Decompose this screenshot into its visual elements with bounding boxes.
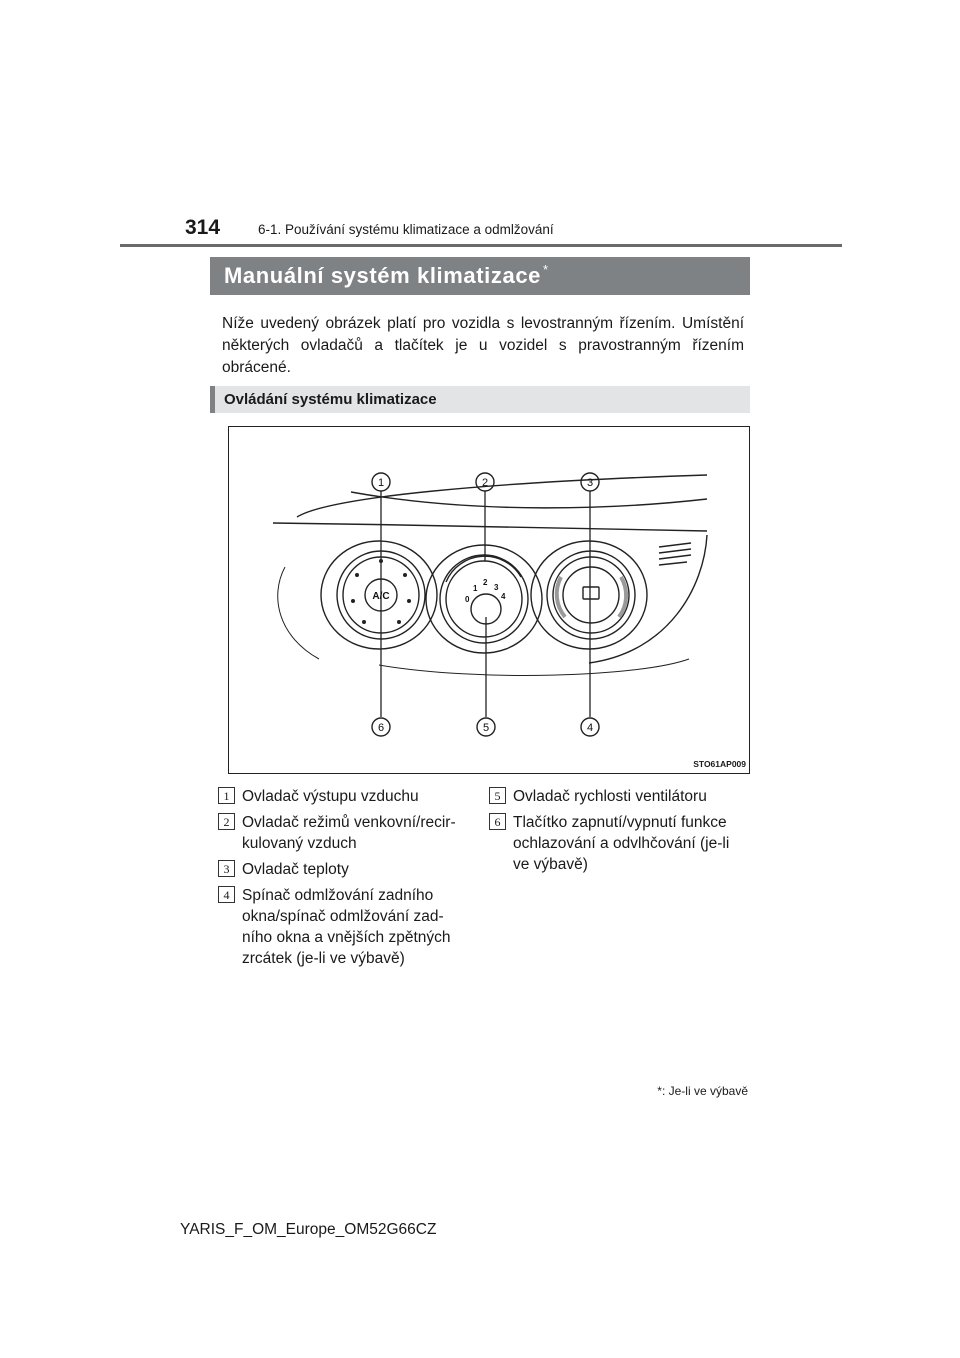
section-title-bar (210, 257, 750, 295)
footnote-text: : Je-li ve výbavě (661, 1084, 748, 1098)
legend-column-left (218, 786, 468, 974)
legend-number: 3 (218, 860, 235, 877)
legend-text: Spínač odmlžování zadního okna/spínač odmlžování zad-ního okna a vnějších zpětných zrcátek (je-li ve výbavě) (242, 887, 451, 967)
page-number: 314 (185, 216, 221, 239)
figure-callout-5: 5 (482, 722, 490, 734)
footnote-mark: * (657, 1084, 662, 1098)
legend-number: 5 (489, 787, 506, 804)
intro-paragraph: Níže uvedený obrázek platí pro vozidla s levostranným řízením. Umístění některých ovladačů a tlačítek je u vozidel s pravostranným řízením obrácené. (222, 315, 744, 376)
section-title: Manuální systém klimatizace (224, 263, 541, 288)
legend-item (218, 786, 468, 807)
legend-item (489, 812, 749, 875)
ac-label: A/C (372, 591, 390, 602)
fan-step-2: 2 (483, 578, 488, 587)
legend-column-right (489, 786, 749, 880)
legend-text: Ovladač výstupu vzduchu (242, 788, 419, 805)
legend-item (218, 859, 468, 880)
legend-number: 1 (218, 787, 235, 804)
figure-callout-6: 6 (377, 722, 385, 734)
subsection-title: Ovládání systému klimatizace (210, 386, 750, 413)
figure-callout-3: 3 (586, 477, 594, 489)
fan-step-4: 4 (501, 592, 506, 601)
figure-code: STO61AP009 (693, 759, 746, 769)
fan-step-1: 1 (473, 584, 478, 593)
figure-callout-4: 4 (586, 722, 594, 734)
legend-item (218, 885, 468, 969)
legend-text: Ovladač rychlosti ventilátoru (513, 788, 707, 805)
legend-number: 2 (218, 813, 235, 830)
legend-item (489, 786, 749, 807)
legend-number: 4 (218, 886, 235, 903)
climate-control-figure (228, 426, 750, 774)
figure-callout-2: 2 (481, 477, 489, 489)
legend-text: Tlačítko zapnutí/vypnutí funkce ochlazování a odvlhčování (je-li ve výbavě) (513, 814, 730, 873)
optional-equipment-mark: * (543, 262, 549, 277)
legend-text: Ovladač teploty (242, 861, 349, 878)
fan-step-3: 3 (494, 583, 499, 592)
climate-panel-illustration (229, 427, 749, 773)
header-rule (120, 244, 842, 247)
footnote (657, 1084, 748, 1098)
legend-number: 6 (489, 813, 506, 830)
document-footer: YARIS_F_OM_Europe_OM52G66CZ (180, 1221, 437, 1238)
legend-item (218, 812, 468, 854)
fan-step-0: 0 (465, 595, 470, 604)
legend-text: Ovladač režimů venkovní/recir-kulovaný vzduch (242, 814, 456, 852)
chapter-heading: 6-1. Používání systému klimatizace a odmlžování (258, 222, 554, 237)
figure-callout-1: 1 (377, 477, 385, 489)
